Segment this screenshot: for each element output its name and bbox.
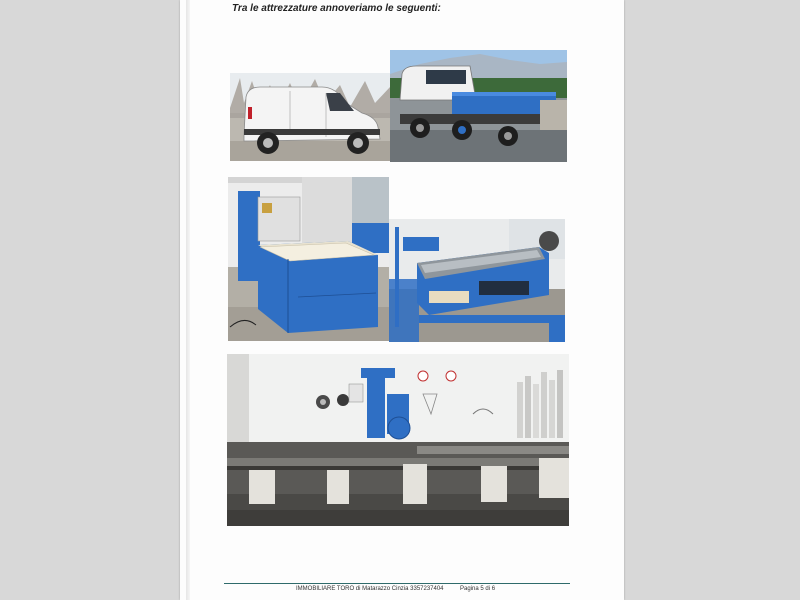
footer-company: IMMOBILIARE TORO di Matarazzo Cinzia 3357237404 [296,586,444,592]
photo-blue-flatbed-truck [390,50,567,162]
photo-blue-edging-machine [389,219,565,342]
photo-blue-bridge-saw-workshop [227,354,569,526]
page-edge [186,0,190,600]
photo-blue-polishing-machine [228,177,389,341]
footer-rule [224,583,570,584]
page-heading: Tra le attrezzature annoveriamo le seguenti: [232,3,441,14]
photo-white-van [230,73,390,161]
footer-page-number: Pagina 5 di 6 [460,586,496,592]
